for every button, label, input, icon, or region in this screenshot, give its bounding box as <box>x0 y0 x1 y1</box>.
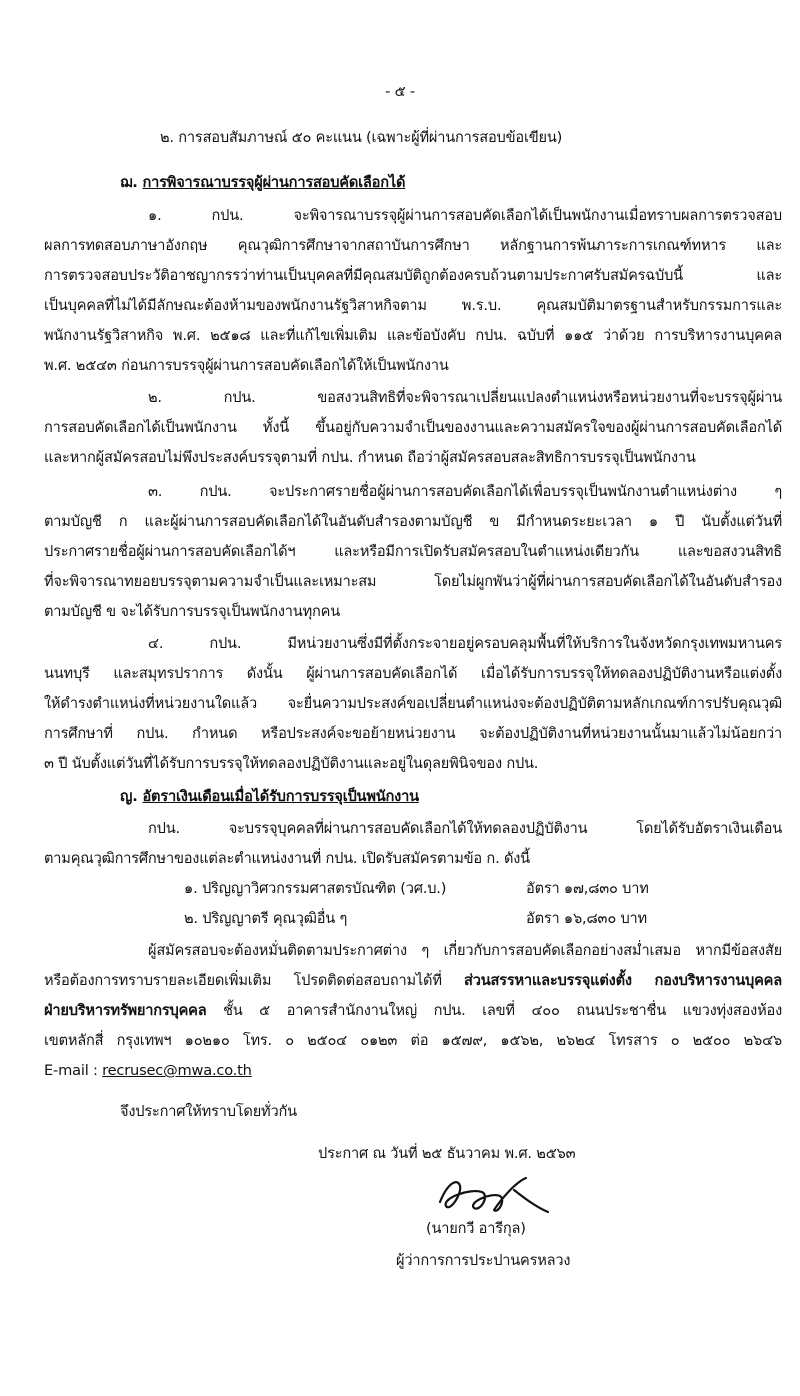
signer-name: (นายกวี อารีกุล) <box>426 1220 526 1237</box>
paragraph-line: ตามบัญชี ก และผู้ผ่านการสอบคัดเลือกได้ในอันดับสำรองตามบัญชี ข มีกำหนดระยะเวลา ๑ ปี นับตั้งแต่วันที่ <box>44 513 782 530</box>
section-letter: ญ. <box>120 788 138 805</box>
contact-line <box>44 971 782 991</box>
paragraph-line: ๓. กปน. จะประกาศรายชื่อผู้ผ่านการสอบคัดเลือกได้เพื่อบรรจุเป็นพนักงานตำแหน่งต่าง ๆ <box>148 483 782 500</box>
contact-division: ฝ่ายบริหารทรัพยากรบุคคล <box>44 1002 207 1019</box>
contact-line: เขตหลักสี่ กรุงเทพฯ ๑๐๒๑๐ โทร. ๐ ๒๕๐๔ ๐๑๒๓ ต่อ ๑๕๗๙, ๑๕๖๒, ๒๖๒๔ โทรสาร ๐ ๒๕๐๐ ๒๖๔๖ <box>44 1032 782 1049</box>
contact-line <box>44 1001 782 1021</box>
contact-text: หรือต้องการทราบรายละเอียดเพิ่มเติม โปรดติดต่อสอบถามได้ที่ <box>44 972 464 989</box>
salary-degree: ๒. ปริญญาตรี คุณวุฒิอื่น ๆ <box>184 910 348 927</box>
section-salary-heading <box>120 787 419 807</box>
closing-text: จึงประกาศให้ทราบโดยทั่วกัน <box>120 1103 297 1120</box>
signature-image <box>430 1172 570 1220</box>
section-letter: ฌ. <box>120 174 138 191</box>
paragraph-line: ที่จะพิจารณาทยอยบรรจุตามความจำเป็นและเหมาะสม โดยไม่ผูกพันว่าผู้ที่ผ่านการสอบคัดเลือกได้ในอันดับสำรอง <box>44 573 782 590</box>
announce-date: ประกาศ ณ วันที่ ๒๕ ธันวาคม พ.ศ. ๒๕๖๓ <box>318 1145 576 1162</box>
contact-line: ผู้สมัครสอบจะต้องหมั่นติดตามประกาศต่าง ๆ เกี่ยวกับการสอบคัดเลือกอย่างสม่ำเสมอ หากมีข้อสงสัย <box>148 942 782 959</box>
email-label: E-mail : <box>44 1062 103 1079</box>
paragraph-line: ๔. กปน. มีหน่วยงานซึ่งมีที่ตั้งกระจายอยู่ครอบคลุมพื้นที่ให้บริการในจังหวัดกรุงเทพมหานคร <box>148 635 782 652</box>
paragraph-line: พ.ศ. ๒๕๔๓ ก่อนการบรรจุผู้ผ่านการสอบคัดเลือกได้ให้เป็นพนักงาน <box>44 357 449 374</box>
paragraph-line: ๑. กปน. จะพิจารณาบรรจุผู้ผ่านการสอบคัดเลือกได้เป็นพนักงานเมื่อทราบผลการตรวจสอบ <box>148 207 782 224</box>
interview-item: ๒. การสอบสัมภาษณ์ ๕๐ คะแนน (เฉพาะผู้ที่ผ่านการสอบข้อเขียน) <box>160 129 563 146</box>
paragraph-line: การตรวจสอบประวัติอาชญากรรว่าท่านเป็นบุคคลที่มีคุณสมบัติถูกต้องครบถ้วนตามประกาศรับสมัครฉบับนี้ และ <box>44 267 782 284</box>
contact-department: ส่วนสรรหาและบรรจุแต่งตั้ง กองบริหารงานบุคคล <box>464 972 782 989</box>
email-link[interactable]: recrusec@mwa.co.th <box>102 1062 252 1079</box>
paragraph-line: ๓ ปี นับตั้งแต่วันที่ได้รับการบรรจุให้ทดลองปฏิบัติงานและอยู่ในดุลยพินิจของ กปน. <box>44 755 539 772</box>
salary-rate: อัตรา ๑๗,๘๓๐ บาท <box>526 880 649 897</box>
paragraph-line: ผลการทดสอบภาษาอังกฤษ คุณวุฒิการศึกษาจากสถาบันการศึกษา หลักฐานการพ้นภาระการเกณฑ์ทหาร และ <box>44 237 782 254</box>
section-title: การพิจารณาบรรจุผู้ผ่านการสอบคัดเลือกได้ <box>142 174 406 191</box>
contact-address: ชั้น ๕ อาคารสำนักงานใหญ่ กปน. เลขที่ ๔๐๐ ถนนประชาชื่น แขวงทุ่งสองห้อง <box>206 1002 782 1019</box>
paragraph-line: ๒. กปน. ขอสงวนสิทธิที่จะพิจารณาเปลี่ยนแปลงตำแหน่งหรือหน่วยงานที่จะบรรจุผู้ผ่าน <box>148 389 782 406</box>
paragraph-line: พนักงานรัฐวิสาหกิจ พ.ศ. ๒๕๑๘ และที่แก้ไขเพิ่มเติม และข้อบังคับ กปน. ฉบับที่ ๑๑๕ ว่าด้วย การบริหารงานบุคคล <box>44 327 782 344</box>
section-title: อัตราเงินเดือนเมื่อได้รับการบรรจุเป็นพนักงาน <box>142 788 419 805</box>
paragraph-line: และหากผู้สมัครสอบไม่พึงประสงค์บรรจุตามที่ กปน. กำหนด ถือว่าผู้สมัครสอบสละสิทธิการบรรจุเป็นพนักงาน <box>44 449 696 466</box>
signer-title: ผู้ว่าการการประปานครหลวง <box>396 1252 571 1269</box>
paragraph-line: การสอบคัดเลือกได้เป็นพนักงาน ทั้งนี้ ขึ้นอยู่กับความจำเป็นของงานและความสมัครใจของผู้ผ่านการสอบคัดเลือกได้ <box>44 419 782 436</box>
paragraph-line: กปน. จะบรรจุบุคคลที่ผ่านการสอบคัดเลือกได้ให้ทดลองปฏิบัติงาน โดยได้รับอัตราเงินเดือน <box>148 820 782 837</box>
page-number: - ๕ - <box>385 83 415 100</box>
paragraph-line: ประกาศรายชื่อผู้ผ่านการสอบคัดเลือกได้ฯ และหรือมีการเปิดรับสมัครสอบในตำแหน่งเดียวกัน และขอสงวนสิทธิ <box>44 543 782 560</box>
paragraph-line: นนทบุรี และสมุทรปราการ ดังนั้น ผู้ผ่านการสอบคัดเลือกได้ เมื่อได้รับการบรรจุให้ทดลองปฏิบัติงานหรือแต่งตั้ง <box>44 665 782 682</box>
salary-rate: อัตรา ๑๖,๘๓๐ บาท <box>526 910 647 927</box>
paragraph-line: ให้ดำรงตำแหน่งที่หน่วยงานใดแล้ว จะยื่นความประสงค์ขอเปลี่ยนตำแหน่งจะต้องปฏิบัติตามหลักเกณฑ์การปรับคุณวุฒิ <box>44 695 782 712</box>
salary-degree: ๑. ปริญญาวิศวกรรมศาสตรบัณฑิต (วศ.บ.) <box>184 880 447 897</box>
contact-email-line <box>44 1061 252 1081</box>
paragraph-line: ตามคุณวุฒิการศึกษาของแต่ละตำแหน่งงานที่ กปน. เปิดรับสมัครตามข้อ ก. ดังนี้ <box>44 850 530 867</box>
paragraph-line: การศึกษาที่ กปน. กำหนด หรือประสงค์จะขอย้ายหน่วยงาน จะต้องปฏิบัติงานที่หน่วยงานนั้นมาแล้วไม่น้อยกว่า <box>44 725 782 742</box>
paragraph-line: ตามบัญชี ข จะได้รับการบรรจุเป็นพนักงานทุกคน <box>44 603 340 620</box>
section-appointment-heading <box>120 173 405 193</box>
paragraph-line: เป็นบุคคลที่ไม่ได้มีลักษณะต้องห้ามของพนักงานรัฐวิสาหกิจตาม พ.ร.บ. คุณสมบัติมาตรฐานสำหรับกรรมการและ <box>44 297 782 314</box>
